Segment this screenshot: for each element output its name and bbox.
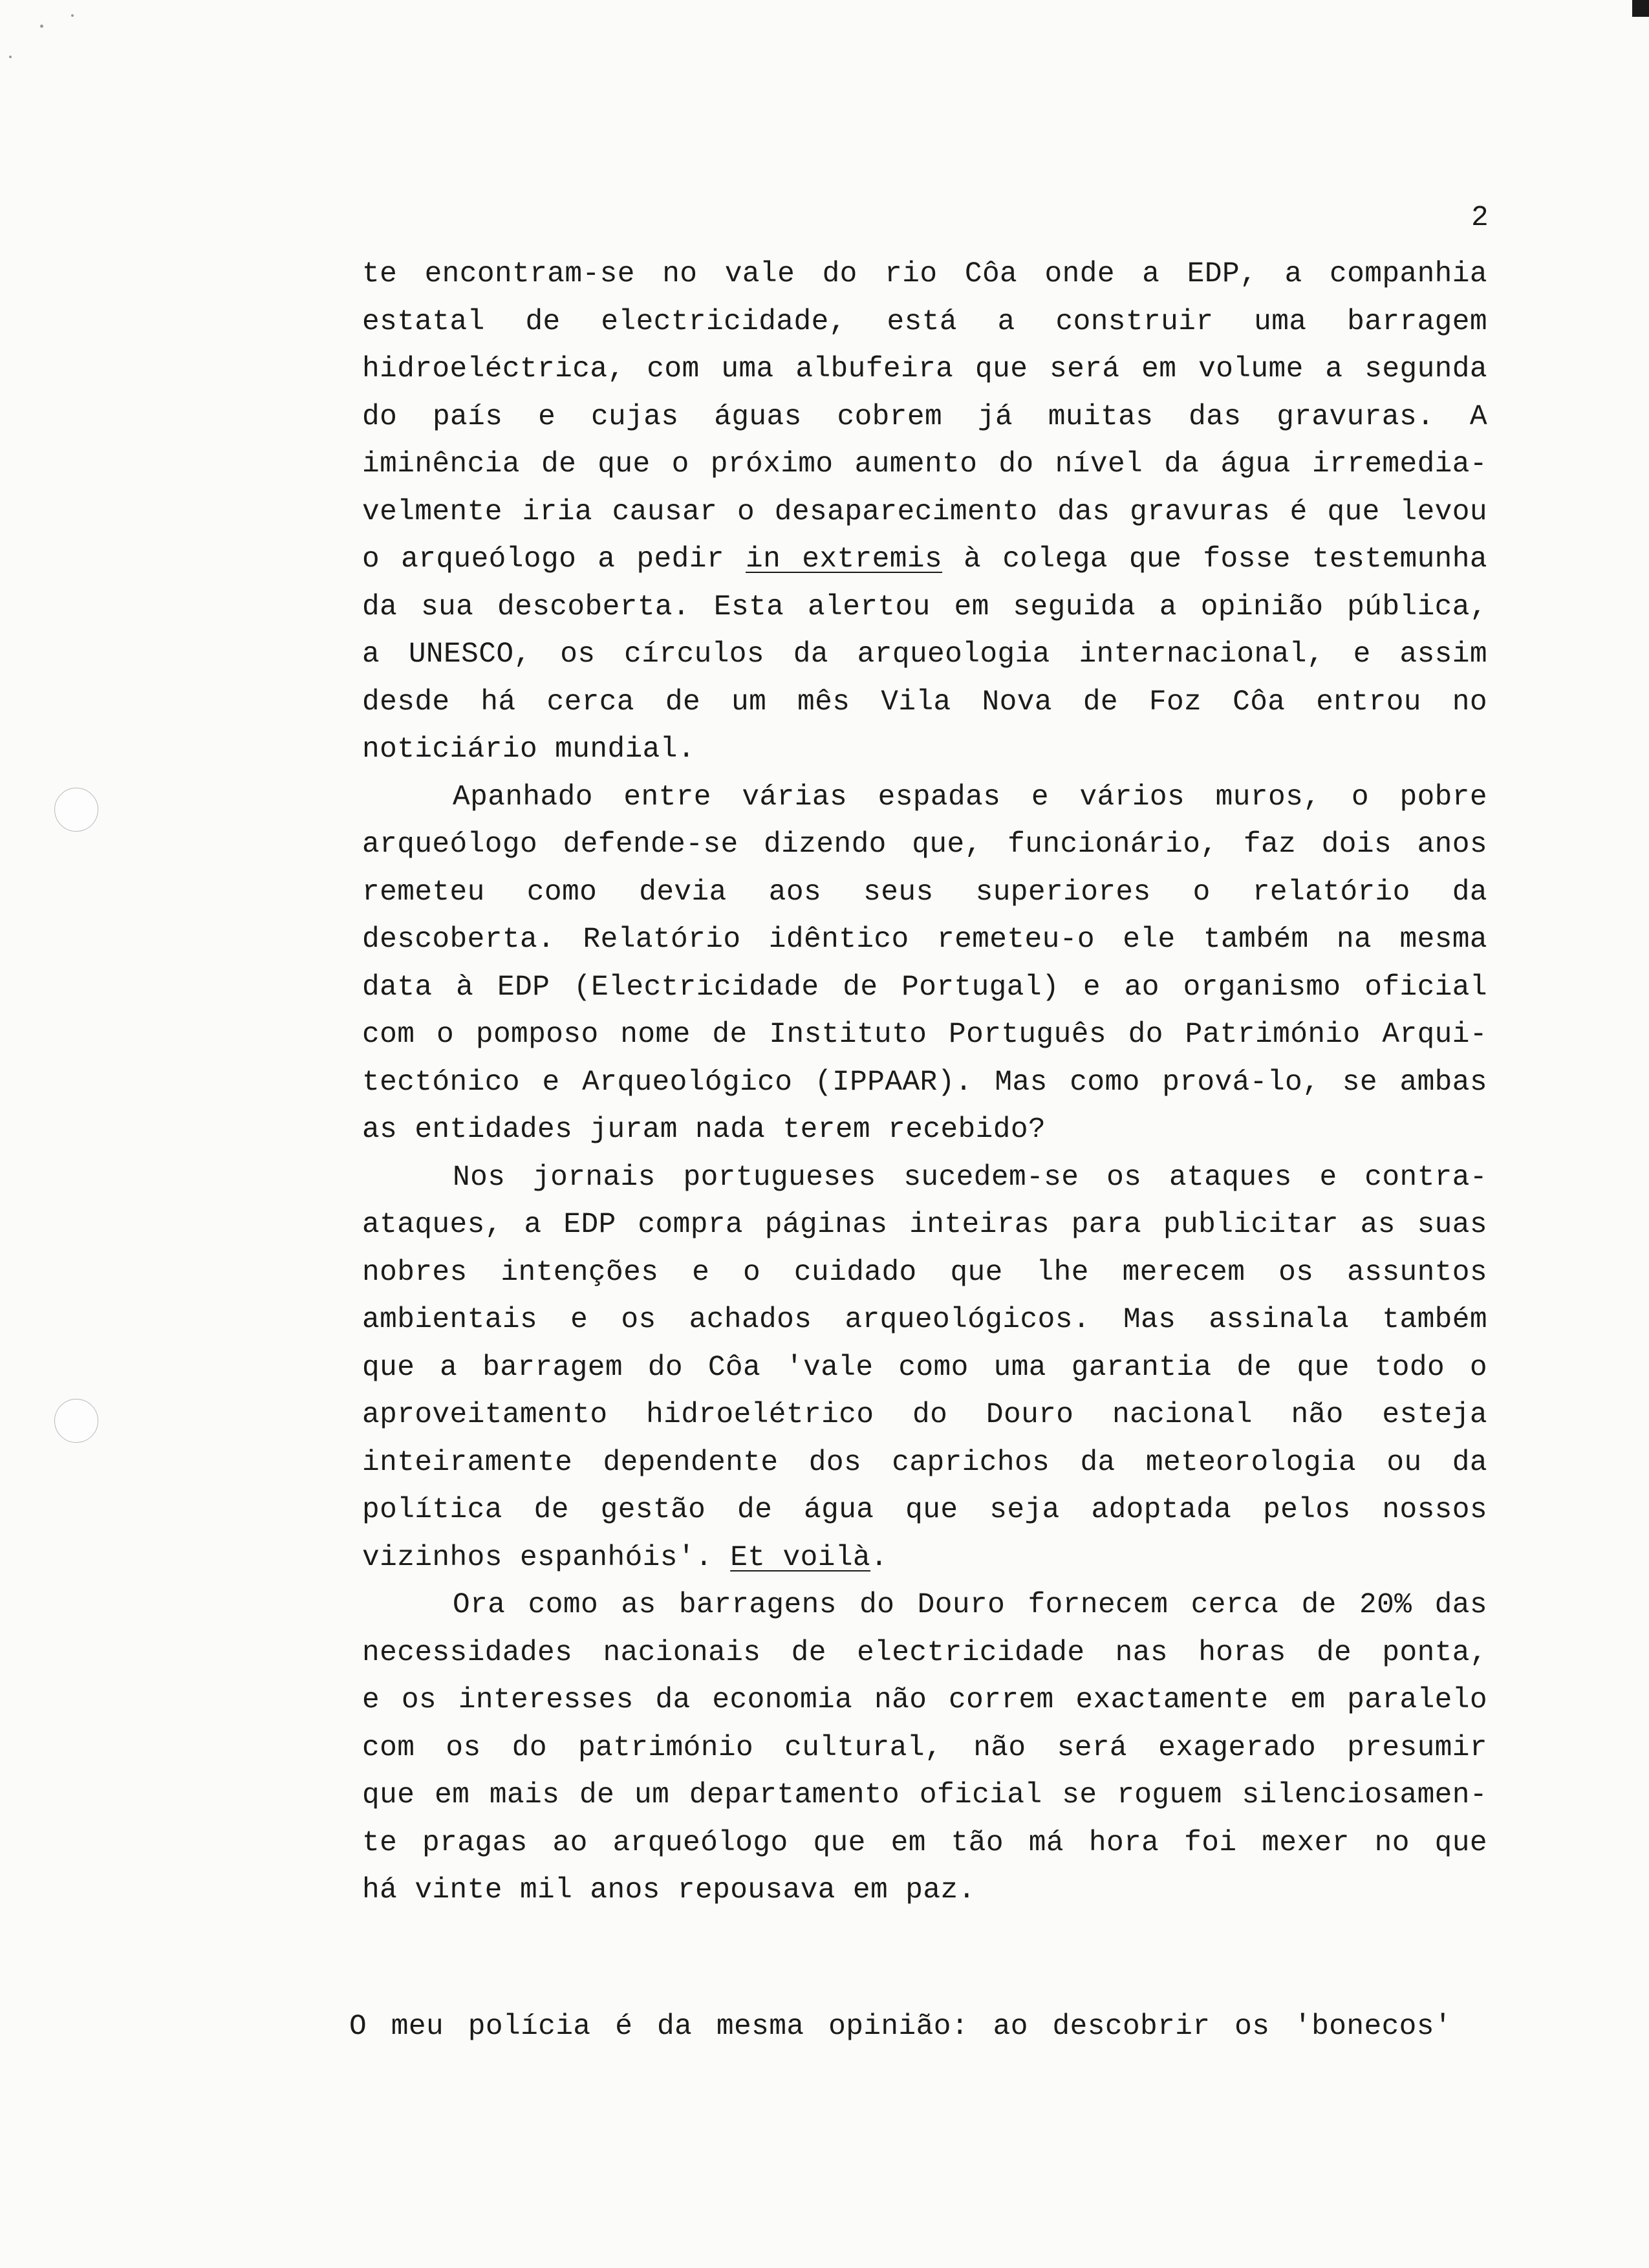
text-line (362, 869, 1487, 917)
text-segment: ataques, a EDP compra páginas inteiras para publicitar as suas (362, 1209, 1487, 1241)
text-segment: te pragas ao arqueólogo que em tão má hora foi mexer no que (362, 1826, 1487, 1859)
text-line (362, 1772, 1487, 1820)
text-line (362, 679, 1487, 727)
text-line (362, 536, 1487, 584)
scan-edge-mark (1632, 0, 1649, 17)
text-segment: aproveitamento hidroelétrico do Douro nacional não esteja (362, 1399, 1487, 1431)
text-line (362, 346, 1487, 394)
text-line (362, 1630, 1487, 1678)
text-line (362, 726, 1487, 774)
text-segment: estatal de electricidade, está a construir uma barragem (362, 305, 1487, 338)
text-line (362, 251, 1487, 299)
text-segment: do país e cujas águas cobrem já muitas das gravuras. A (362, 400, 1487, 433)
text-segment: hidroeléctrica, com uma albufeira que será em volume a segunda (362, 353, 1487, 385)
text-line (362, 1535, 1487, 1582)
text-line (362, 1867, 1487, 1915)
text-line (362, 1297, 1487, 1345)
text-segment: ambientais e os achados arqueológicos. Mas assinala também (362, 1304, 1487, 1336)
closing-line: O meu polícia é da mesma opinião: ao descobrir os 'bonecos' (349, 2011, 1452, 2043)
text-segment: Nos jornais portugueses sucedem-se os ataques e contra- (453, 1161, 1487, 1194)
text-segment: descoberta. Relatório idêntico remeteu-o ele também na mesma (362, 923, 1487, 956)
text-segment: Ora como as barragens do Douro fornecem cerca de 20% das (453, 1589, 1487, 1621)
text-line (362, 1487, 1487, 1535)
text-line (362, 1202, 1487, 1249)
text-segment: as entidades juram nada terem recebido? (362, 1114, 1046, 1146)
text-line (362, 1107, 1487, 1154)
text-segment: noticiário mundial. (362, 733, 695, 766)
text-line (362, 489, 1487, 537)
text-line (362, 1345, 1487, 1392)
text-segment: necessidades nacionais de electricidade nas horas de ponta, (362, 1636, 1487, 1669)
text-line (362, 441, 1487, 489)
text-line (362, 1059, 1487, 1107)
text-line (362, 1725, 1487, 1773)
text-segment: e os interesses da economia não correm exactamente em paralelo (362, 1684, 1487, 1716)
paragraph (362, 1582, 1487, 1915)
text-line (362, 1440, 1487, 1487)
text-segment: a UNESCO, os círculos da arqueologia internacional, e assim (362, 638, 1487, 671)
text-line (362, 1011, 1487, 1059)
text-segment: desde há cerca de um mês Vila Nova de Foz Côa entrou no (362, 686, 1487, 718)
text-segment: da sua descoberta. Esta alertou em seguida a opinião pública, (362, 590, 1487, 623)
scan-speck (40, 25, 43, 28)
paragraph (362, 251, 1487, 774)
underlined-phrase: Et voilà (730, 1541, 871, 1574)
text-line (362, 394, 1487, 442)
text-segment: que a barragem do Côa 'vale como uma garantia de que todo o (362, 1351, 1487, 1384)
text-segment: o arqueólogo a pedir (362, 543, 746, 576)
text-line (362, 964, 1487, 1012)
text-line (362, 631, 1487, 679)
scan-speck (71, 14, 74, 17)
text-segment: tectónico e Arqueológico (IPPAAR). Mas como prová-lo, se ambas (362, 1066, 1487, 1099)
text-line (362, 916, 1487, 964)
paragraph (362, 1154, 1487, 1582)
text-segment: à colega que fosse testemunha (942, 543, 1487, 576)
text-line (362, 1392, 1487, 1440)
body-text (362, 251, 1487, 1915)
text-segment: velmente iria causar o desaparecimento das gravuras é que levou (362, 495, 1487, 528)
text-segment: que em mais de um departamento oficial se roguem silenciosamen- (362, 1779, 1487, 1811)
text-segment: . (870, 1541, 889, 1574)
text-segment: arqueólogo defende-se dizendo que, funcionário, faz dois anos (362, 828, 1487, 861)
paragraph (362, 774, 1487, 1154)
text-line (362, 1249, 1487, 1297)
text-line (362, 1154, 1487, 1202)
scan-speck (9, 56, 12, 58)
text-segment: Apanhado entre várias espadas e vários muros, o pobre (453, 781, 1487, 814)
text-segment: inteiramente dependente dos caprichos da meteorologia ou da (362, 1446, 1487, 1479)
text-segment: iminência de que o próximo aumento do nível da água irremedia- (362, 448, 1487, 481)
underlined-phrase: in extremis (746, 543, 943, 576)
page-number: 2 (1471, 202, 1489, 234)
text-segment: com o pomposo nome de Instituto Português do Património Arqui- (362, 1019, 1487, 1051)
text-line (362, 1677, 1487, 1725)
punch-hole-lower (54, 1399, 98, 1443)
text-segment: com os do património cultural, não será exagerado presumir (362, 1731, 1487, 1764)
text-segment: nobres intenções e o cuidado que lhe merecem os assuntos (362, 1256, 1487, 1289)
text-segment: te encontram-se no vale do rio Côa onde a EDP, a companhia (362, 258, 1487, 290)
text-segment: data à EDP (Electricidade de Portugal) e ao organismo oficial (362, 971, 1487, 1004)
text-segment: vizinhos espanhóis'. (362, 1541, 731, 1574)
text-line (362, 299, 1487, 347)
text-line (362, 584, 1487, 632)
text-segment: política de gestão de água que seja adoptada pelos nossos (362, 1494, 1487, 1526)
text-line (362, 821, 1487, 869)
text-line (362, 774, 1487, 822)
text-line (362, 1820, 1487, 1868)
text-segment: remeteu como devia aos seus superiores o relatório da (362, 876, 1487, 909)
punch-hole-upper (54, 788, 98, 832)
text-line (362, 1582, 1487, 1630)
text-segment: há vinte mil anos repousava em paz. (362, 1874, 976, 1906)
